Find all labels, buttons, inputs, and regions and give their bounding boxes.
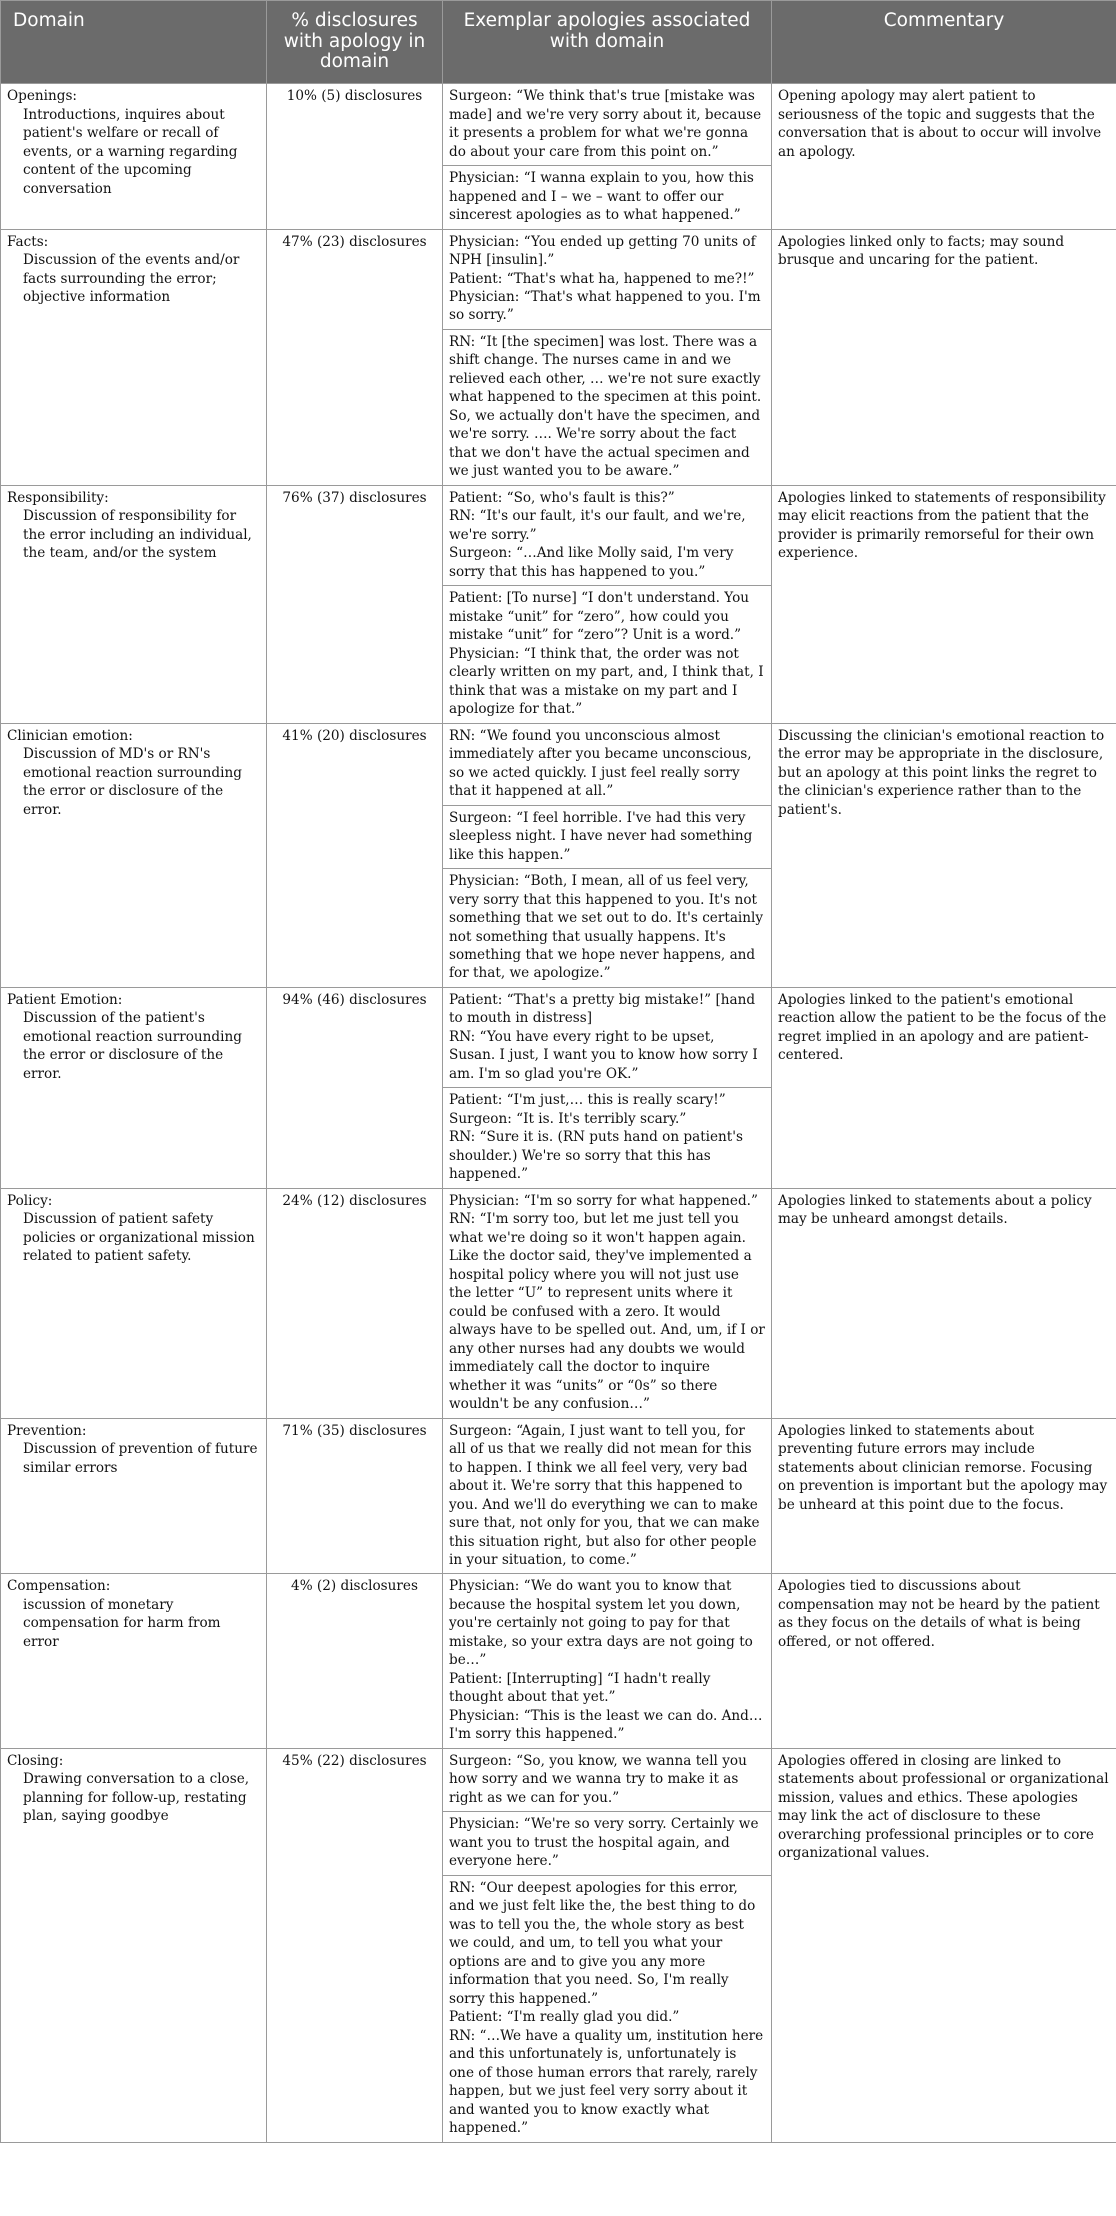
pct-cell: 45% (22) disclosures xyxy=(267,1748,443,2142)
quote-line: Surgeon: “So, you know, we wanna tell you how sorry and we wanna try to make it as right as we can for you.” xyxy=(449,1752,747,1806)
domain-cell xyxy=(1,1188,267,1418)
pct-cell: 94% (46) disclosures xyxy=(267,987,443,1188)
table-row xyxy=(1,1748,1116,2142)
commentary-cell: Discussing the clinician's emotional reaction to the error may be appropriate in the disclosure, but an apology at this point links the regret to the clinician's experience rather than to the patient's. xyxy=(772,723,1116,987)
exemplar-cell xyxy=(443,1574,772,1748)
domain-description: Discussion of the patient's emotional reaction surrounding the error or disclosure of the error. xyxy=(23,1010,242,1082)
domain-name: Policy: xyxy=(7,1192,53,1209)
quote-block xyxy=(443,329,771,485)
quote-line: Patient: “That's a pretty big mistake!” [hand to mouth in distress] xyxy=(449,991,756,1027)
commentary-cell: Apologies linked to statements about a policy may be unheard amongst details. xyxy=(772,1188,1116,1418)
quote-line: RN: “You have every right to be upset, Susan. I just, I want you to know how sorry I am. I'm so glad you're OK.” xyxy=(449,1028,758,1082)
table-header xyxy=(1,1,1116,84)
exemplar-cell xyxy=(443,485,772,723)
quote-line: Surgeon: “Again, I just want to tell you, for all of us that we really did not mean for this to happen. I think we all feel very, very bad about it. We're sorry that this happened to you. And we'll do everything we can to make sure that, not only for you, that we can make this situation right, but also for other people in your situation, to come.” xyxy=(449,1422,760,1568)
quote-block xyxy=(443,1087,771,1187)
quote-line: Physician: “That's what happened to you. I'm so sorry.” xyxy=(449,289,761,324)
quote-block xyxy=(443,585,771,722)
domain-cell xyxy=(1,485,267,723)
quote-block xyxy=(443,84,771,165)
quote-block xyxy=(443,1419,771,1574)
domain-cell xyxy=(1,1418,267,1574)
header-exemplar: Exemplar apologies associated with domain xyxy=(443,1,772,84)
commentary-cell: Apologies linked to statements of responsibility may elicit reactions from the patient that the provider is primarily remorseful for their own experience. xyxy=(772,485,1116,723)
domain-cell xyxy=(1,1748,267,2142)
domain-cell xyxy=(1,84,267,229)
quote-block xyxy=(443,165,771,228)
domain-name: Compensation: xyxy=(7,1578,111,1595)
quote-line: Surgeon: “It is. It's terribly scary.” xyxy=(449,1110,687,1127)
commentary-cell: Apologies tied to discussions about compensation may not be heard by the patient as they focus on the details of what is being offered, or not offered. xyxy=(772,1574,1116,1748)
quote-block xyxy=(443,868,771,987)
quote-line: RN: “Sure it is. (RN puts hand on patient's shoulder.) We're so sorry that this has happened.” xyxy=(449,1129,743,1183)
domain-name: Patient Emotion: xyxy=(7,991,123,1008)
quote-block xyxy=(443,724,771,805)
domain-cell xyxy=(1,987,267,1188)
quote-line: Surgeon: “…And like Molly said, I'm very sorry that this has happened to you.” xyxy=(449,545,734,580)
domain-name: Openings: xyxy=(7,88,78,105)
quote-line: RN: “It's our fault, it's our fault, and we're, we're sorry.” xyxy=(449,508,746,543)
quote-block xyxy=(443,486,771,585)
domain-name: Prevention: xyxy=(7,1422,87,1439)
domain-cell xyxy=(1,723,267,987)
domain-cell xyxy=(1,229,267,485)
quote-line: Patient: [Interrupting] “I hadn't really thought about that yet.” xyxy=(449,1670,711,1706)
table-row xyxy=(1,485,1116,723)
commentary-cell: Apologies offered in closing are linked to statements about professional or organizational mission, values and ethics. These apologies may link the act of disclosure to these overarching professional principles or to core organizational values. xyxy=(772,1748,1116,2142)
quote-line: Physician: “You ended up getting 70 units of NPH [insulin].” xyxy=(449,233,756,269)
quote-line: RN: “We found you unconscious almost immediately after you became unconscious, so we acted quickly. I just feel really sorry that it happened at all.” xyxy=(449,727,752,800)
quote-line: Surgeon: “We think that's true [mistake was made] and we're very sorry about it, because it presents a problem for what we're gonna do about your care from this point on.” xyxy=(449,88,762,160)
domain-description: Discussion of patient safety policies or organizational mission related to patient safety. xyxy=(23,1211,255,1265)
domain-description: Discussion of responsibility for the error including an individual, the team, and/or the system xyxy=(23,508,252,562)
quote-line: RN: “Our deepest apologies for this error, and we just felt like the, the best thing to do was to tell you the, the whole story as best we could, and um, to tell you what your options are and to give you any more information that you need. So, I'm really sorry this happened.” xyxy=(449,1879,756,2007)
exemplar-cell xyxy=(443,1748,772,2142)
quote-line: Physician: “Both, I mean, all of us feel very, very sorry that this happened to you. It's not something that we set out to do. It's certainly not something that usually happens. It's something that we hope never happens, and for that, we apologize.” xyxy=(449,873,764,982)
pct-cell: 71% (35) disclosures xyxy=(267,1418,443,1574)
header-row xyxy=(1,1,1116,84)
exemplar-cell xyxy=(443,84,772,229)
table-row xyxy=(1,229,1116,485)
table-row xyxy=(1,1418,1116,1574)
quote-block xyxy=(443,805,771,868)
quote-block xyxy=(443,1189,771,1418)
quote-line: Physician: “We're so very sorry. Certainly we want you to trust the hospital again, and everyone here.” xyxy=(449,1816,759,1870)
quote-line: Physician: “We do want you to know that because the hospital system let you down, you're certainly not going to pay for that mistake, so your extra days are not going to be…” xyxy=(449,1578,753,1669)
table-row xyxy=(1,723,1116,987)
domain-name: Clinician emotion: xyxy=(7,727,133,744)
quote-line: Patient: “I'm just,… this is really scary!” xyxy=(449,1092,726,1109)
domain-description: Drawing conversation to a close, planning for follow-up, restating plan, saying goodbye xyxy=(23,1771,250,1825)
quote-line: RN: “I'm sorry too, but let me just tell you what we're doing so it won't happen again. Like the doctor said, they've implemented a hospital policy where you will not just use the letter “U” to represent units where it could be confused with a zero. It would always have to be spelled out. And, um, if I or any other nurses had any doubts we would immediately call the doctor to inquire whether it was “units” or “0s” so there wouldn't be any confusion…” xyxy=(449,1211,765,1413)
pct-cell: 41% (20) disclosures xyxy=(267,723,443,987)
quote-line: Patient: “So, who's fault is this?” xyxy=(449,489,675,506)
quote-line: Physician: “This is the least we can do. And… I'm sorry this happened.” xyxy=(449,1707,763,1743)
commentary-cell: Apologies linked only to facts; may sound brusque and uncaring for the patient. xyxy=(772,229,1116,485)
domain-cell xyxy=(1,1574,267,1748)
quote-block xyxy=(443,1749,771,1811)
pct-cell: 76% (37) disclosures xyxy=(267,485,443,723)
quote-line: Patient: “I'm really glad you did.” xyxy=(449,2009,680,2026)
quote-line: RN: “It [the specimen] was lost. There was a shift change. The nurses came in and we relieved each other, … we're not sure exactly what happened to the specimen at this point. So, we actually don't have the specimen, and we're sorry. …. We're sorry about the fact that we don't have the actual specimen and we just wanted you to be aware.” xyxy=(449,333,762,480)
quote-block xyxy=(443,1811,771,1874)
pct-cell: 47% (23) disclosures xyxy=(267,229,443,485)
pct-cell: 24% (12) disclosures xyxy=(267,1188,443,1418)
domain-description: iscussion of monetary compensation for harm from error xyxy=(23,1596,221,1650)
domain-name: Facts: xyxy=(7,233,49,250)
commentary-cell: Apologies linked to statements about preventing future errors may include statements about clinician remorse. Focusing on prevention is important but the apology may be unheard at this point due to the focus. xyxy=(772,1418,1116,1574)
table-row xyxy=(1,1188,1116,1418)
pct-cell: 4% (2) disclosures xyxy=(267,1574,443,1748)
table-row xyxy=(1,1574,1116,1748)
pct-cell: 10% (5) disclosures xyxy=(267,84,443,229)
exemplar-cell xyxy=(443,723,772,987)
table-row xyxy=(1,987,1116,1188)
domain-name: Closing: xyxy=(7,1752,64,1769)
domain-description: Introductions, inquires about patient's welfare or recall of events, or a warning regarding content of the upcoming conversation xyxy=(23,106,238,197)
quote-line: Patient: [To nurse] “I don't understand. You mistake “unit” for “zero”, how could you mistake “unit” for “zero”? Unit is a word.” xyxy=(449,590,750,644)
header-pct: % disclosures with apology in domain xyxy=(267,1,443,84)
quote-block xyxy=(443,1875,771,2142)
quote-block xyxy=(443,1574,771,1747)
commentary-cell: Apologies linked to the patient's emotional reaction allow the patient to be the focus of the regret implied in an apology and are patient-centered. xyxy=(772,987,1116,1188)
quote-line: RN: “…We have a quality um, institution here and this unfortunately is, unfortunately is one of those human errors that rarely, rarely happen, but we just feel very sorry about it and wanted you to know exactly what happened.” xyxy=(449,2027,764,2137)
table-body xyxy=(1,84,1116,2142)
quote-block xyxy=(443,230,771,329)
exemplar-cell xyxy=(443,229,772,485)
table-row xyxy=(1,84,1116,229)
quote-line: Patient: “That's what ha, happened to me?!” xyxy=(449,270,755,287)
quote-line: Physician: “I wanna explain to you, how this happened and I – we – want to offer our sincerest apologies as to what happened.” xyxy=(449,170,754,224)
header-commentary: Commentary xyxy=(772,1,1116,84)
quote-line: Surgeon: “I feel horrible. I've had this very sleepless night. I have never had something like this happen.” xyxy=(449,809,753,863)
domain-description: Discussion of MD's or RN's emotional reaction surrounding the error or disclosure of the error. xyxy=(23,746,242,818)
exemplar-cell xyxy=(443,987,772,1188)
quote-line: Physician: “I'm so sorry for what happened.” xyxy=(449,1192,758,1209)
exemplar-cell xyxy=(443,1188,772,1418)
domain-description: Discussion of the events and/or facts surrounding the error; objective information xyxy=(23,252,240,305)
commentary-cell: Opening apology may alert patient to seriousness of the topic and suggests that the conversation that is about to occur will involve an apology. xyxy=(772,84,1116,229)
quote-block xyxy=(443,988,771,1087)
header-domain: Domain xyxy=(1,1,267,84)
quote-line: Physician: “I think that, the order was not clearly written on my part, and, I think that, I think that was a mistake on my part and I apologize for that.” xyxy=(449,645,764,718)
exemplar-cell xyxy=(443,1418,772,1574)
domain-name: Responsibility: xyxy=(7,489,109,506)
domain-description: Discussion of prevention of future similar errors xyxy=(23,1441,258,1476)
